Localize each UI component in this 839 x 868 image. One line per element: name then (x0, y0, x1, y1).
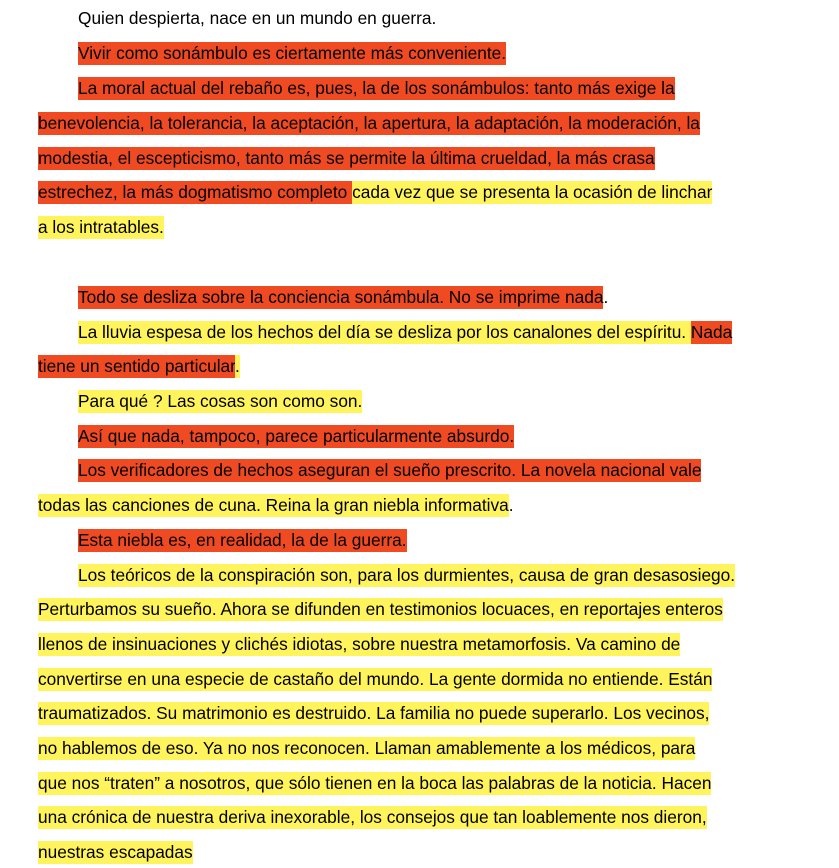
text-segment: que nos “traten” a nosotros, que sólo tienen en la boca las palabras de la noticia. Hacen (38, 773, 712, 793)
text-segment: tiene un sentido particular (38, 356, 235, 376)
text-line (38, 355, 240, 378)
text-segment: cada vez que se presenta la ocasión de linchar (352, 182, 713, 202)
text-segment: todas las canciones de cuna. Reina la gran niebla informativa (38, 495, 509, 515)
text-segment: . (234, 356, 240, 376)
text-line (38, 633, 680, 656)
text-line (38, 702, 709, 725)
text-segment: Quien despierta, nace en un mundo en guerra. (78, 8, 437, 28)
text-line (78, 7, 436, 30)
text-segment: Los teóricos de la conspiración son, para los durmientes, causa de gran desasosiego. (78, 565, 736, 585)
text-segment: una crónica de nuestra deriva inexorable, los consejos que tan loablemente nos dieron, (38, 807, 707, 827)
text-line (78, 42, 506, 65)
text-segment: . (508, 495, 514, 515)
text-segment: llenos de insinuaciones y clichés idiotas, sobre nuestra metamorfosis. Va camino de (38, 634, 681, 654)
text-segment: traumatizados. Su matrimonio es destruido. La familia no puede superarlo. Los vecinos, (38, 703, 710, 723)
text-segment: nuestras escapadas (38, 842, 193, 862)
text-line (78, 564, 735, 587)
text-segment: Vivir como sonámbulo es ciertamente más conveniente. (78, 43, 507, 63)
text-line (78, 529, 407, 552)
text-line (38, 806, 707, 829)
text-segment: a los intratables. (38, 217, 164, 237)
text-segment: Para qué ? Las cosas son como son. (78, 391, 363, 411)
text-segment: estrechez, la más dogmatismo completo (38, 182, 353, 202)
text-line (38, 598, 723, 621)
text-line (78, 77, 675, 100)
text-line (78, 390, 362, 413)
text-segment: Esta niebla es, en realidad, la de la guerra. (78, 530, 407, 550)
text-line (38, 112, 700, 135)
text-line (78, 286, 608, 309)
text-line (38, 181, 712, 204)
text-line (38, 494, 514, 517)
text-segment: modestia, el escepticismo, tanto más se permite la última crueldad, la más crasa (38, 148, 655, 168)
text-segment: Nada (690, 322, 733, 342)
text-segment: La lluvia espesa de los hechos del día se desliza por los canalones del espíritu. (78, 322, 691, 342)
text-line (38, 737, 695, 760)
text-line (38, 772, 711, 795)
text-segment: Así que nada, tampoco, parece particularmente absurdo. (78, 426, 515, 446)
text-segment: Todo se desliza sobre la conciencia sonámbula. No se imprime nada (78, 287, 604, 307)
text-line (38, 147, 655, 170)
text-segment: benevolencia, la tolerancia, la aceptación, la apertura, la adaptación, la moderación, la (38, 113, 700, 133)
text-line (78, 425, 514, 448)
text-segment: convertirse en una especie de castaño del mundo. La gente dormida no entiende. Están (38, 669, 713, 689)
text-line (38, 216, 164, 239)
text-line (38, 841, 193, 864)
text-segment: La moral actual del rebaño es, pues, la de los sonámbulos: tanto más exige la (78, 78, 675, 98)
text-segment: no hablemos de eso. Ya no nos reconocen. Llaman amablemente a los médicos, para (38, 738, 696, 758)
text-line (78, 321, 732, 344)
text-line (38, 668, 712, 691)
text-segment: Perturbamos su sueño. Ahora se difunden en testimonios locuaces, en reportajes enteros (38, 599, 723, 619)
text-segment: . (603, 287, 609, 307)
text-segment: Los verificadores de hechos aseguran el sueño prescrito. La novela nacional vale (78, 460, 702, 480)
text-line (78, 459, 701, 482)
